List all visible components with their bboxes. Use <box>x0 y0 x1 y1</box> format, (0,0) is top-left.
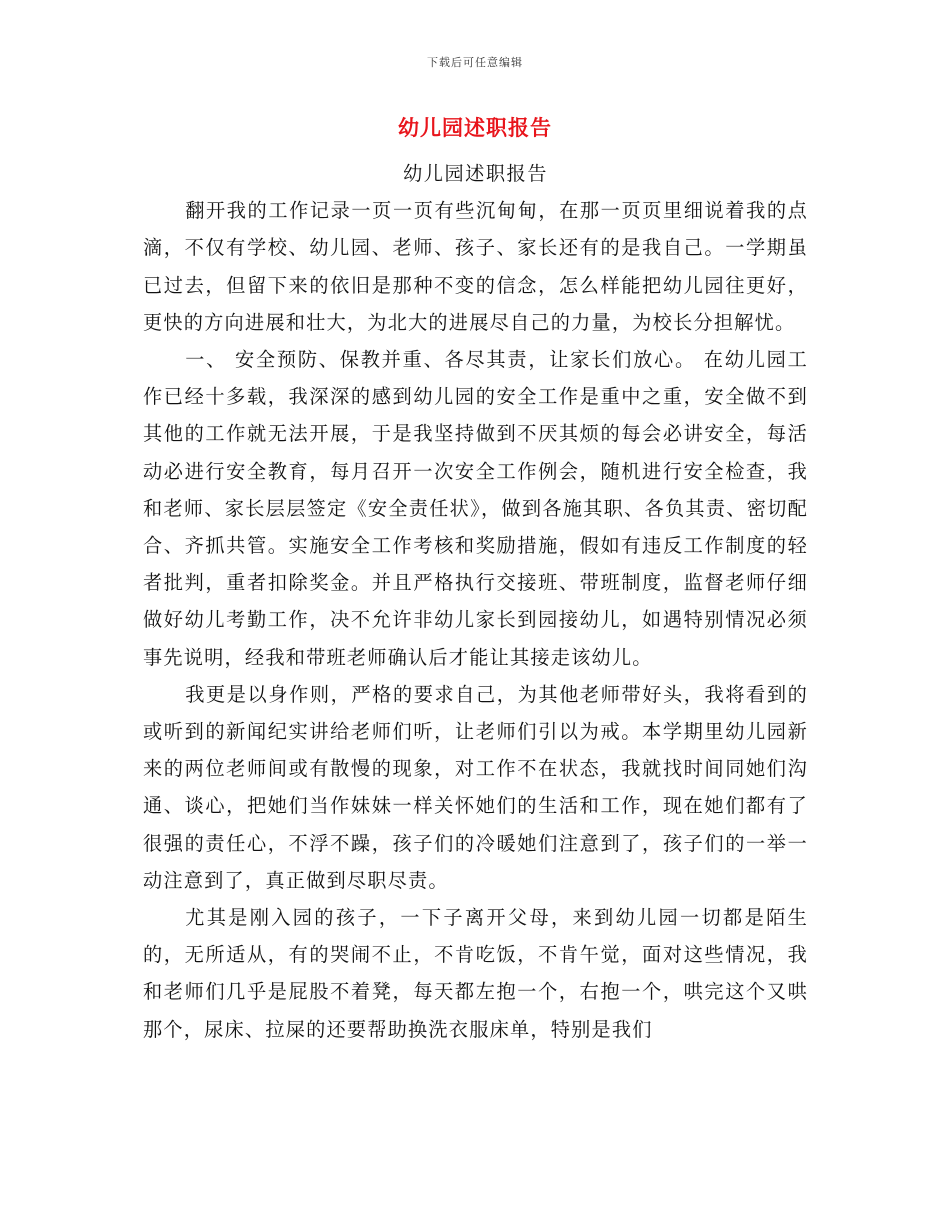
document-body <box>143 155 808 1048</box>
paragraph-new-children: 尤其是刚入园的孩子，一下子离开父母，来到幼儿园一切都是陌生的，无所适从，有的哭闹不止，不肯吃饭，不肯午觉，面对这些情况，我和老师们几乎是屁股不着凳，每天都左抱一个，右抱一个，哄完这个又哄那个，尿床、拉屎的还要帮助换洗衣服床单，特别是我们 <box>143 906 808 1041</box>
paragraph-intro: 翻开我的工作记录一页一页有些沉甸甸，在那一页页里细说着我的点滴，不仅有学校、幼儿园、老师、孩子、家长还有的是我自己。一学期虽已过去，但留下来的依旧是那种不变的信念，怎么样能把幼儿园往更好，更快的方向进展和壮大，为北大的进展尽自己的力量，为校长分担解忧。 <box>143 199 808 334</box>
header-note: 下载后可任意编辑 <box>427 56 523 69</box>
paragraph-example: 我更是以身作则，严格的要求自己，为其他老师带好头，我将看到的或听到的新闻纪实讲给老师们听，让老师们引以为戒。本学期里幼儿园新来的两位老师间或有散慢的现象，对工作不在状态，我就找时间同她们沟通、谈心，把她们当作妹妹一样关怀她们的生活和工作，现在她们都有了很强的责任心，不浮不躁，孩子们的冷暖她们注意到了，孩子们的一举一动注意到了，真正做到尽职尽责。 <box>143 682 808 892</box>
document-subtitle: 幼儿园述职报告 <box>403 162 548 185</box>
paragraph-safety: 一、 安全预防、保教并重、各尽其责，让家长们放心。 在幼儿园工作已经十多载，我深深的感到幼儿园的安全工作是重中之重，安全做不到其他的工作就无法开展，于是我坚持做到不厌其烦的每会必讲安全，每活动必进行安全教育，每月召开一次安全工作例会，随机进行安全检查，我和老师、家长层层签定《安全责任状》，做到各施其职、各负其责、密切配合、齐抓共管。实施安全工作考核和奖励措施，假如有违反工作制度的轻者批判，重者扣除奖金。并且严格执行交接班、带班制度，监督老师仔细做好幼儿考勤工作，决不允许非幼儿家长到园接幼儿，如遇特别情况必须事先说明，经我和带班老师确认后才能让其接走该幼儿。 <box>143 348 808 669</box>
document-title: 幼儿园述职报告 <box>398 115 552 140</box>
